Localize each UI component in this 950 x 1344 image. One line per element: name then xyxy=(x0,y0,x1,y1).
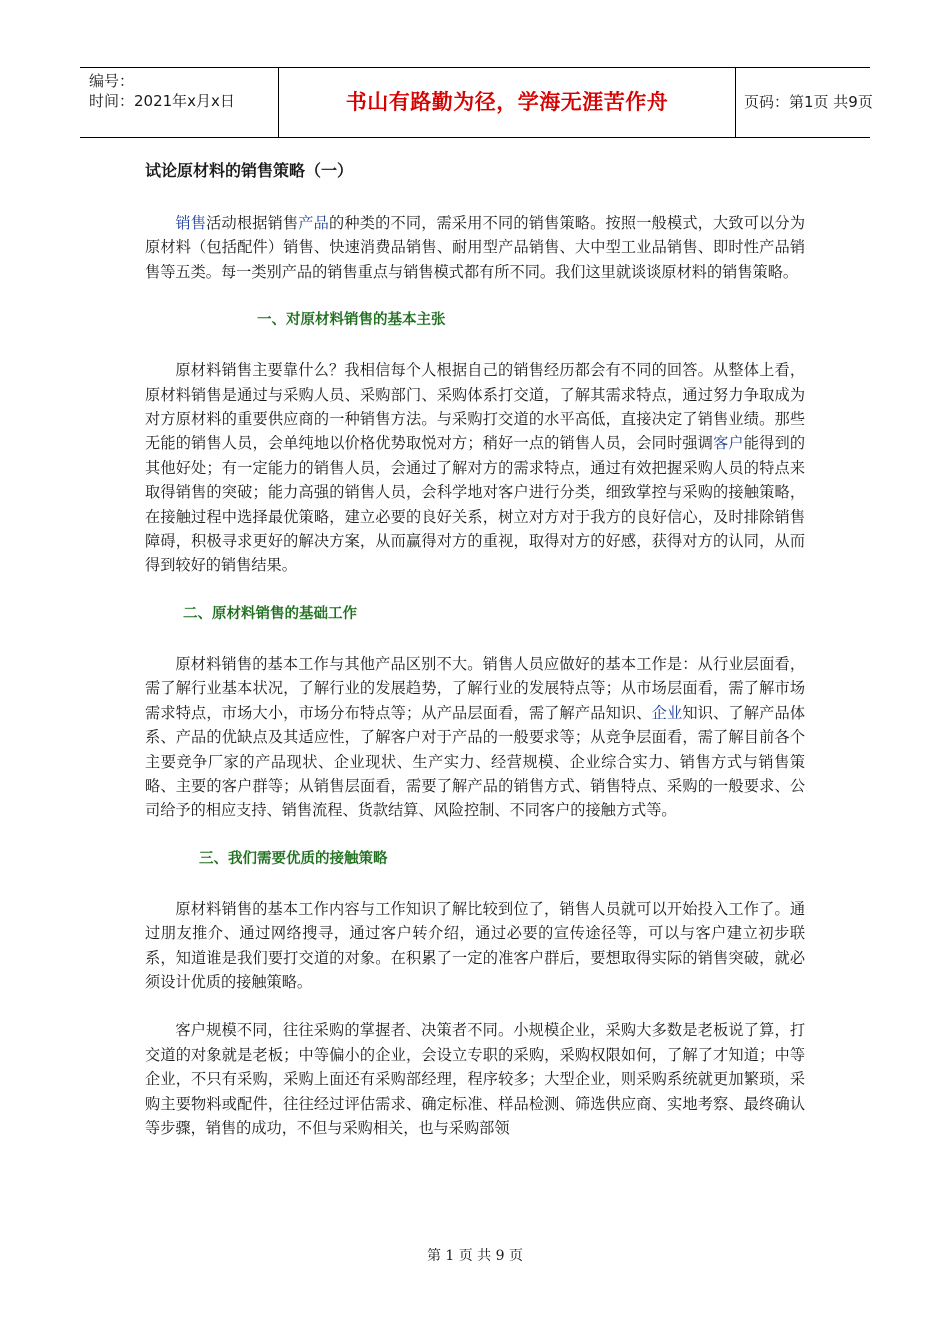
intro-text-2: 的种类的不同，需采用不同的销售策略。按照一般模式，大致可以分为原材料（包括配件）销售、快速消费品销售、耐用型产品销售、大中型工业品销售、即时性产品销售等五类。每一类别产品的销售重点与销售模式都有所不同。我们这里就谈谈原材料的销售策略。 xyxy=(145,214,806,281)
page-footer: 第 1 页 共 9 页 xyxy=(426,1248,524,1264)
link-product[interactable]: 产品 xyxy=(298,214,330,232)
section1-text-b: 能得到的其他好处；有一定能力的销售人员，会通过了解对方的需求特点，通过有效把握采购人员的特点来取得销售的突破；能力高强的销售人员，会科学地对客户进行分类，细致掌控与采购的接触策略，在接触过程中选择最优策略，建立必要的良好关系，树立对方对于我方的良好信心，及时排除销售障碍，积极寻求更好的解决方案，从而赢得对方的重视，取得对方的好感，获得对方的认同，从而得到较好的销售结果。 xyxy=(145,434,806,575)
document-header xyxy=(80,67,873,138)
section2-text-a: 原材料销售的基本工作与其他产品区别不大。销售人员应做好的基本工作是：从行业层面看，需了解行业基本状况，了解行业的发展趋势，了解行业的发展特点等；从市场层面看，需了解市场需求特点，市场大小，市场分布特点等；从产品层面看，需了解产品知识、 xyxy=(145,654,805,722)
section2-paragraph xyxy=(145,652,805,823)
time-label: 时间：2021年x月x日 xyxy=(89,92,235,110)
intro-text-1: 活动根据销售 xyxy=(206,214,299,232)
link-customer[interactable]: 客户 xyxy=(713,434,744,453)
document-body xyxy=(145,156,805,1164)
intro-paragraph xyxy=(145,211,805,284)
section1-heading: 一、对原材料销售的基本主张 xyxy=(257,312,446,329)
section1-paragraph xyxy=(145,358,805,578)
link-sales[interactable]: 销售 xyxy=(175,214,207,232)
section3-paragraph-1: 原材料销售的基本工作内容与工作知识了解比较到位了，销售人员就可以开始投入工作了。通过朋友推介、通过网络搜寻，通过客户转介绍，通过必要的宣传途径等，可以与客户建立初步联系，知道谁是我们要打交道的对象。在积累了一定的准客户群后，要想取得实际的销售突破，就必须设计优质的接触策略。 xyxy=(145,899,805,991)
section1-text-a: 原材料销售主要靠什么？我相信每个人根据自己的销售经历都会有不同的回答。从整体上看，原材料销售是通过与采购人员、采购部门、采购体系打交道，了解其需求特点，通过努力争取成为对方原材料的重要供应商的一种销售方法。与采购打交道的水平高低，直接决定了销售业绩。那些无能的销售人员，会单纯地以价格优势取悦对方；稍好一点的销售人员，会同时强调 xyxy=(145,361,805,453)
section2-text-b: 知识、了解产品体系、产品的优缺点及其适应性，了解客户对于产品的一般要求等；从竞争层面看，需了解目前各个主要竞争厂家的产品现状、企业现状、生产实力、经营规模、企业综合实力、销售方式与销售策略、主要的客户群等；从销售层面看，需要了解产品的销售方式、销售特点、采购的一般要求、公司给予的相应支持、销售流程、货款结算、风险控制、不同客户的接触方式等。 xyxy=(145,703,806,820)
header-meta xyxy=(80,68,278,137)
number-label: 编号： xyxy=(89,72,135,90)
header-motto: 书山有路勤为径，学海无涯苦作舟 xyxy=(278,68,736,137)
section3-paragraph-2: 客户规模不同，往往采购的掌握者、决策者不同。小规模企业，采购大多数是老板说了算，打交道的对象就是老板；中等偏小的企业，会设立专职的采购，采购权限如何，了解了才知道；中等企业，不只有采购，采购上面还有采购部经理，程序较多；大型企业，则采购系统就更加繁琐，采购主要物料或配件，往往经过评估需求、确定标准、样品检测、筛选供应商、实地考察、最终确认等步骤，销售的成功，不但与采购相关，也与采购部领 xyxy=(145,1021,805,1137)
section3-heading: 三、我们需要优质的接触策略 xyxy=(199,850,388,867)
document-title: 试论原材料的销售策略（一） xyxy=(145,161,354,180)
section2-heading: 二、原材料销售的基础工作 xyxy=(183,605,357,622)
header-page-label: 页码：第1页 共9页 xyxy=(744,93,873,111)
link-enterprise[interactable]: 企业 xyxy=(651,703,683,722)
